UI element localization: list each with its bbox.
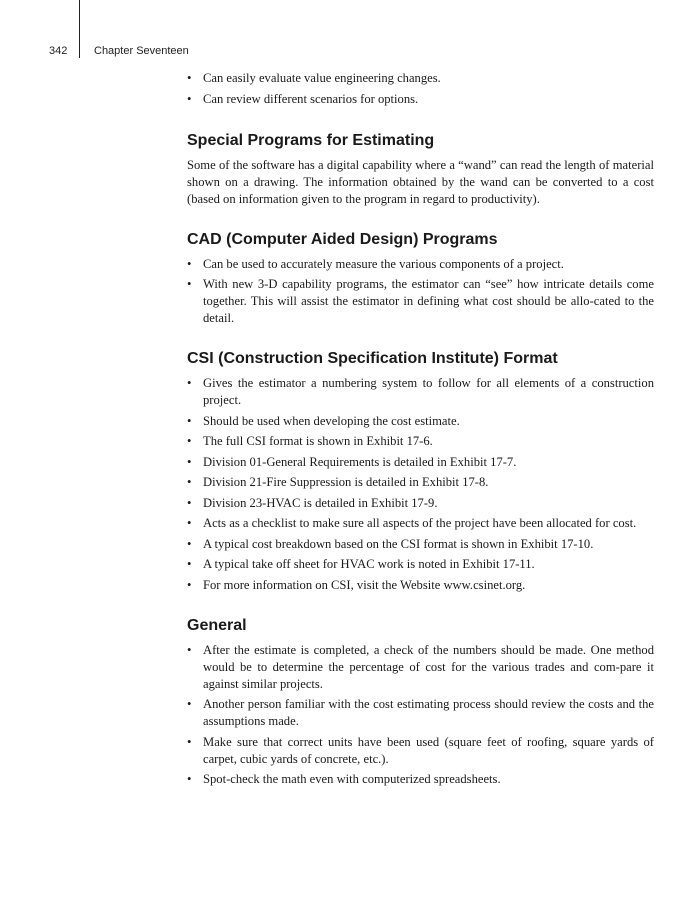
section-heading: General (187, 616, 247, 634)
section-heading: CAD (Computer Aided Design) Programs (187, 230, 498, 248)
list-item: • A typical take off sheet for HVAC work is noted in Exhibit 17-11. (187, 556, 654, 573)
list-item: • Division 01-General Requirements is detailed in Exhibit 17-7. (187, 454, 654, 471)
section-general (187, 616, 654, 789)
section-csi-format (187, 349, 654, 594)
list-item: • Can be used to accurately measure the various components of a project. (187, 256, 654, 273)
section-paragraph: Some of the software has a digital capability where a “wand” can read the length of material shown on a drawing. The information obtained by the wand can be converted to a cost (based on information given to the program in regard to productivity). (187, 157, 654, 206)
list-item: • Another person familiar with the cost estimating process should review the costs and the assumptions made. (187, 696, 654, 730)
bullet-list (187, 642, 654, 789)
section-heading: CSI (Construction Specification Institute) Format (187, 350, 558, 367)
list-item: • For more information on CSI, visit the Website www.csinet.org. (187, 577, 654, 594)
section-cad-programs (187, 230, 654, 328)
list-item: • With new 3-D capability programs, the estimator can “see” how intricate details come together. This will assist the estimator in defining what cost should be allo-cated to the detail. (187, 276, 654, 327)
intro-bullet-list (187, 70, 654, 108)
list-item: • Should be used when developing the cost estimate. (187, 413, 654, 430)
list-item: • Division 21-Fire Suppression is detailed in Exhibit 17-8. (187, 474, 654, 491)
chapter-title: Chapter Seventeen (94, 45, 189, 57)
bullet-list (187, 256, 654, 328)
list-item: • Spot-check the math even with computerized spreadsheets. (187, 771, 654, 788)
list-item: • Gives the estimator a numbering system to follow for all elements of a construction project. (187, 375, 654, 409)
list-item: • Division 23-HVAC is detailed in Exhibit 17-9. (187, 495, 654, 512)
bullet-list (187, 375, 654, 594)
list-item: • Can review different scenarios for options. (187, 91, 654, 108)
list-item: • After the estimate is completed, a check of the numbers should be made. One method would be to determine the percentage of cost for the various trades and com-pare it against similar projects. (187, 642, 654, 693)
page-content (187, 70, 654, 792)
header-divider (79, 0, 80, 58)
list-item: • Can easily evaluate value engineering changes. (187, 70, 654, 87)
list-item: • Make sure that correct units have been used (square feet of roofing, square yards of carpet, cubic yards of concrete, etc.). (187, 734, 654, 768)
list-item: • A typical cost breakdown based on the CSI format is shown in Exhibit 17-10. (187, 536, 654, 553)
list-item: • Acts as a checklist to make sure all aspects of the project have been allocated for cost. (187, 515, 654, 532)
list-item: • The full CSI format is shown in Exhibit 17-6. (187, 433, 654, 450)
page-number: 342 (49, 45, 68, 57)
section-special-programs (187, 131, 654, 208)
section-heading: Special Programs for Estimating (187, 131, 435, 149)
